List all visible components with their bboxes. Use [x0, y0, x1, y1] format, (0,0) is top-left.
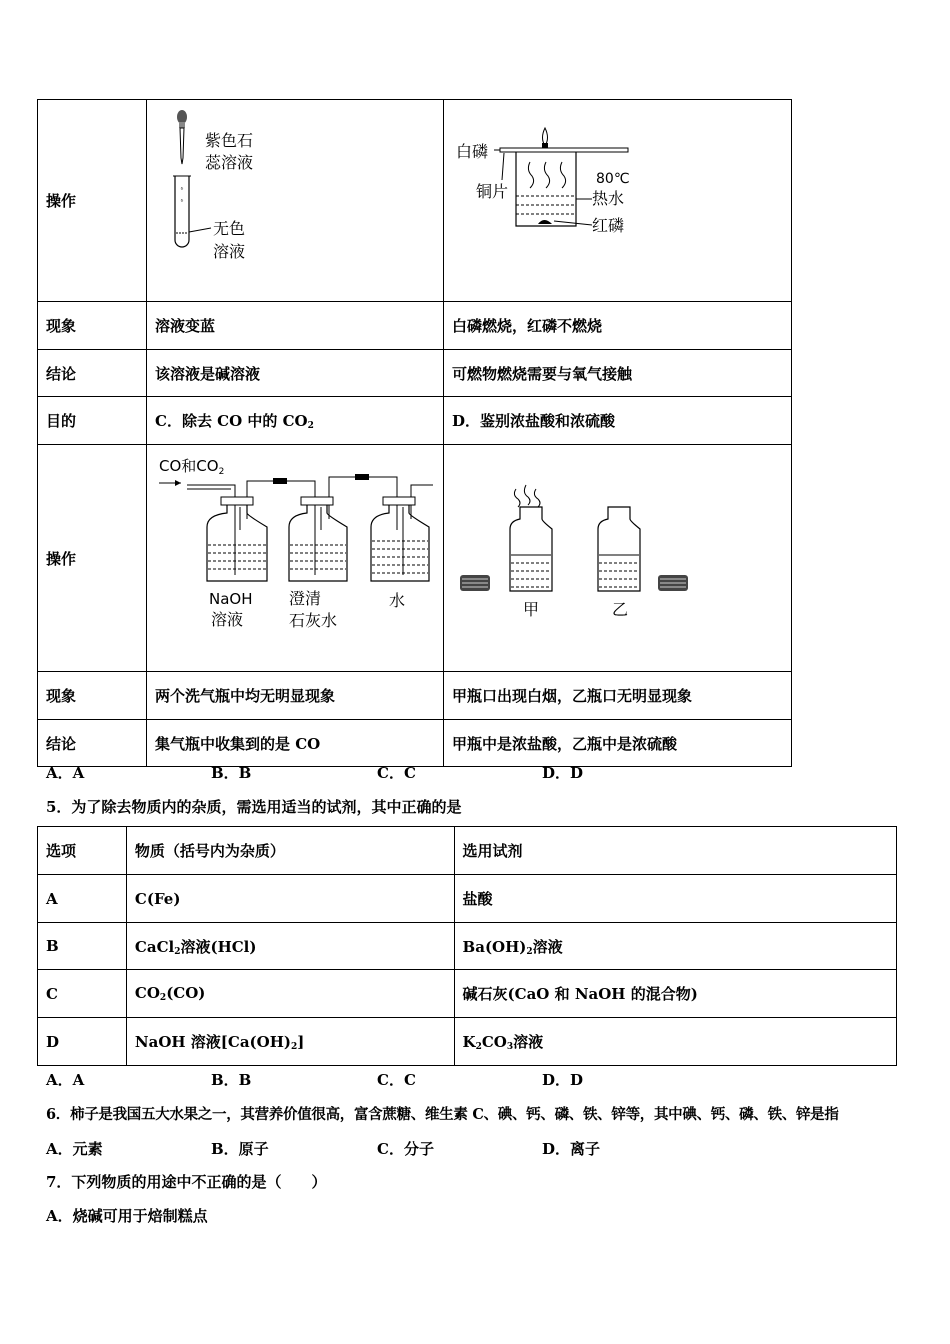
row-reagent: $Ba(OH)_2$溶液 — [454, 923, 896, 970]
header-option: 选项 — [38, 827, 127, 875]
q6-stem: 6．柿子是我国五大水果之一，其营养价值很高，富含蔗糖、维生素 C、碘、钙、磷、铁、锌等，其中碘、钙、磷、铁、锌是指 — [46, 1106, 839, 1123]
litmus-test-diagram — [147, 100, 443, 297]
white-p-label: 白磷 — [456, 142, 489, 161]
row-head: 结论 — [38, 350, 147, 397]
option-a[interactable]: A．元素 — [46, 1140, 103, 1158]
stopper-right — [658, 575, 688, 591]
cell: 两个洗气瓶中均无明显现象 — [147, 672, 444, 720]
row-substance: CaCl$_2$溶液(HCl) — [126, 923, 454, 970]
option-d[interactable]: D．D — [542, 764, 584, 782]
jia-label: 甲 — [523, 600, 540, 619]
cell: 该溶液是碱溶液 — [147, 350, 444, 397]
cell: 白磷燃烧，红磷不燃烧 — [444, 302, 792, 350]
option-c[interactable]: C．C — [377, 764, 416, 782]
cell: 甲瓶中是浓盐酸，乙瓶中是浓硫酸 — [444, 720, 792, 767]
row-reagent: 盐酸 — [454, 875, 896, 923]
row-option: D — [38, 1018, 127, 1066]
gas-washing-diagram-cell — [147, 445, 444, 672]
naoh-label-1: NaOH — [209, 590, 253, 608]
cell: 溶液变蓝 — [147, 302, 444, 350]
q5-table — [37, 826, 897, 1066]
row-head: 结论 — [38, 720, 147, 767]
row-option: C — [38, 970, 127, 1018]
phosphorus-combustion-diagram — [444, 100, 791, 297]
litmus-label-2: 蕊溶液 — [205, 153, 254, 172]
acid-bottles-diagram-cell — [444, 445, 792, 672]
colorless-label-1: 无色 — [213, 219, 246, 238]
svg-text:ᵟ: ᵟ — [180, 186, 184, 194]
cell: D．鉴别浓盐酸和浓硫酸 — [444, 397, 792, 445]
bottle-2 — [289, 497, 347, 581]
experiment-table — [37, 99, 792, 767]
limewater-label-2: 石灰水 — [289, 611, 338, 630]
q5-stem: 5．为了除去物质内的杂质，需选用适当的试剂，其中正确的是 — [46, 798, 462, 816]
header-reagent: 选用试剂 — [454, 827, 896, 875]
row-substance: $CO_2(CO)$ — [126, 970, 454, 1018]
row-reagent: $K_2CO_3$溶液 — [454, 1018, 896, 1066]
cell: 可燃物燃烧需要与氧气接触 — [444, 350, 792, 397]
q7-stem: 7．下列物质的用途中不正确的是（ ） — [46, 1173, 327, 1191]
limewater-label-1: 澄清 — [289, 589, 322, 608]
row-head: 现象 — [38, 672, 147, 720]
option-a[interactable]: A．A — [46, 764, 85, 782]
option-d[interactable]: D．离子 — [542, 1140, 601, 1158]
bottle-3 — [371, 497, 429, 581]
row-head: 操作 — [38, 100, 147, 302]
option-d[interactable]: D．D — [542, 1071, 584, 1089]
c1-text: C．除去 CO 中的 CO — [155, 412, 308, 430]
option-b[interactable]: B．原子 — [211, 1140, 269, 1158]
row-option: A — [38, 875, 127, 923]
yi-label: 乙 — [612, 600, 629, 619]
gas-in-label: CO和$CO_2$ — [159, 457, 225, 477]
cell: 集气瓶中收集到的是 CO — [147, 720, 444, 767]
option-a[interactable]: A．A — [46, 1071, 85, 1089]
red-p-label: 红磷 — [592, 216, 625, 235]
row-substance: NaOH 溶液$[Ca(OH)_2]$ — [126, 1018, 454, 1066]
water-label: 水 — [389, 591, 406, 610]
bottle-jia — [510, 507, 552, 591]
header-substance: 物质（括号内为杂质） — [126, 827, 454, 875]
hot-water-label: 热水 — [592, 189, 625, 208]
phosphorus-diagram-cell — [444, 100, 792, 302]
litmus-diagram-cell — [147, 100, 444, 302]
option-b[interactable]: B．B — [211, 764, 252, 782]
bottle-yi — [598, 507, 640, 591]
row-reagent: 碱石灰(CaO 和 NaOH 的混合物) — [454, 970, 896, 1018]
c1-sub: 2 — [307, 421, 314, 431]
row-head: 操作 — [38, 445, 147, 672]
bottle-1 — [207, 497, 267, 581]
cell — [147, 397, 444, 445]
option-b[interactable]: B．B — [211, 1071, 252, 1089]
svg-text:ᵟ: ᵟ — [180, 198, 184, 206]
colorless-label-2: 溶液 — [213, 242, 246, 261]
option-c[interactable]: C．C — [377, 1071, 416, 1089]
row-head: 现象 — [38, 302, 147, 350]
q7-option-a[interactable]: A．烧碱可用于焙制糕点 — [46, 1207, 208, 1225]
acid-bottles-diagram — [444, 445, 791, 667]
option-c[interactable]: C．分子 — [377, 1140, 434, 1158]
naoh-label-2: 溶液 — [211, 610, 244, 629]
row-substance: C(Fe) — [126, 875, 454, 923]
copper-label: 铜片 — [476, 182, 509, 201]
row-option: B — [38, 923, 127, 970]
litmus-label-1: 紫色石 — [205, 131, 254, 150]
temp-label: 80℃ — [596, 171, 630, 187]
stopper-left — [460, 575, 490, 591]
cell: 甲瓶口出现白烟，乙瓶口无明显现象 — [444, 672, 792, 720]
row-head: 目的 — [38, 397, 147, 445]
gas-washing-diagram — [147, 445, 443, 667]
